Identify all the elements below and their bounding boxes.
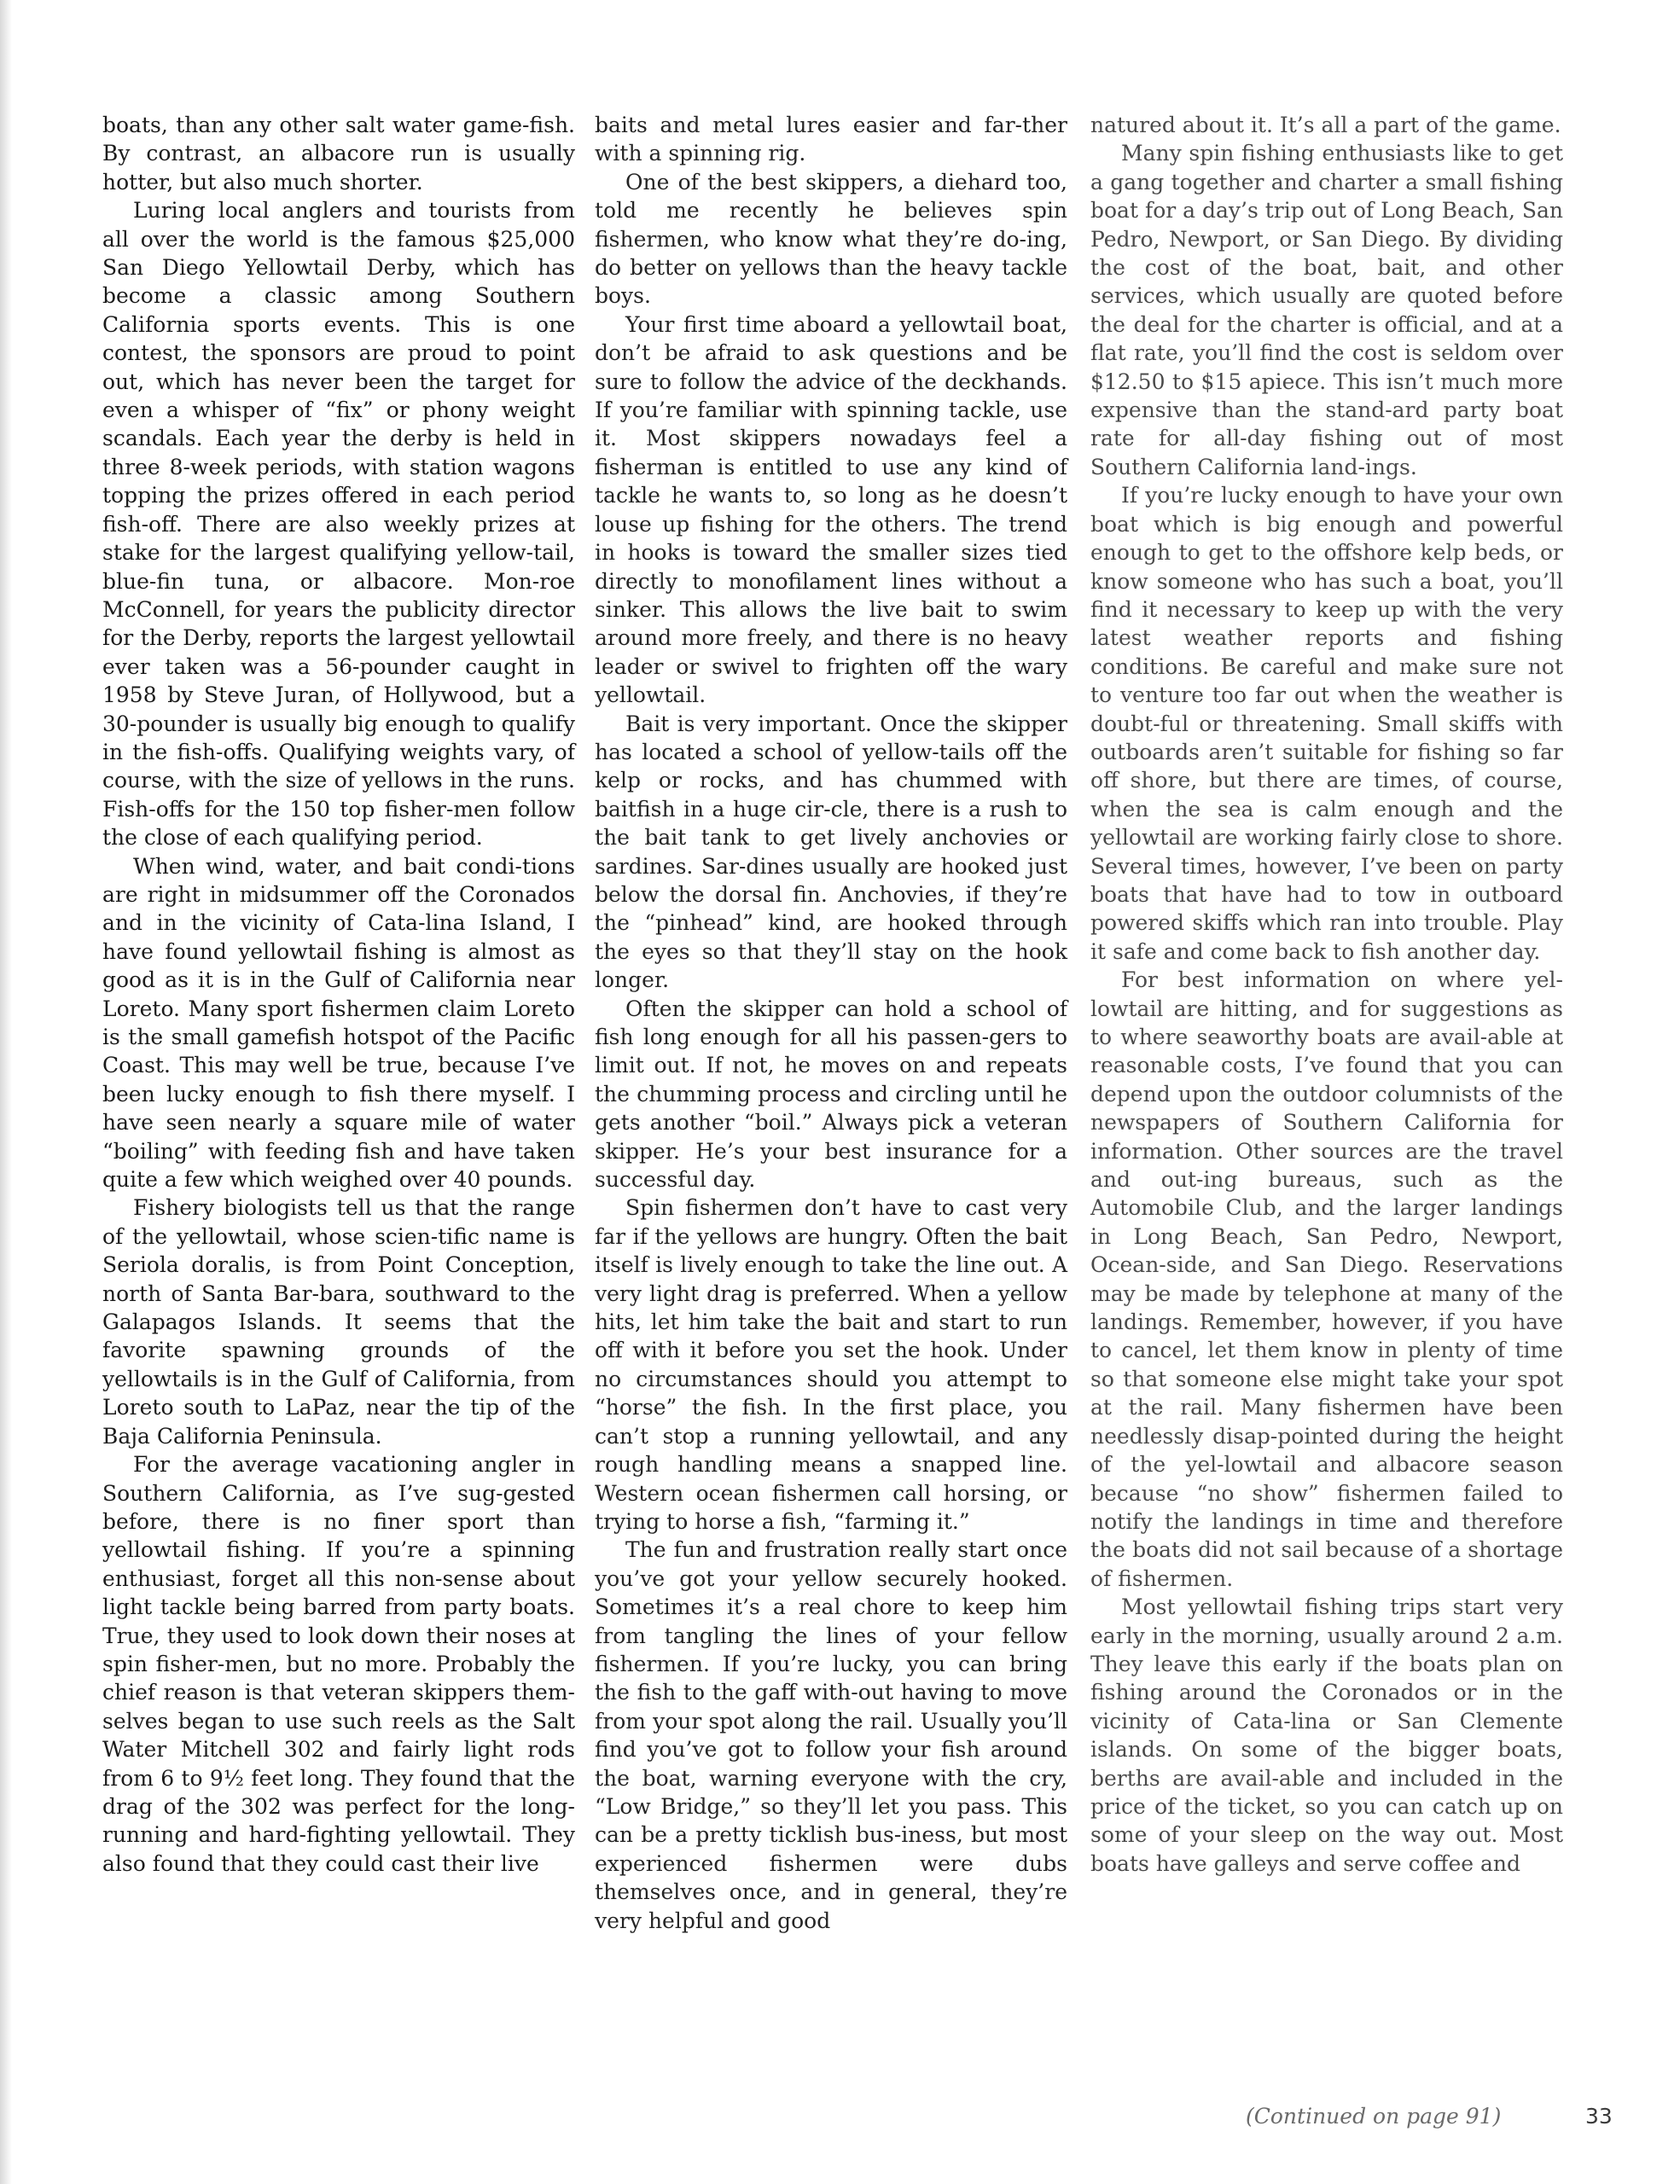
page-number: 33 bbox=[1585, 2104, 1613, 2129]
paragraph: Fishery biologists tell us that the range of the yellowtail, whose scien-tific name is Seriola doralis, is from Point Conception, north of Santa Bar-bara, southward to the Galapagos Islands. It seems that the favorite spawning grounds of the yellowtails is in the Gulf of California, from Loreto south to LaPaz, near the tip of the Baja California Peninsula. bbox=[102, 1195, 575, 1449]
page-edge-shadow bbox=[0, 0, 12, 2184]
paragraph: One of the best skippers, a diehard too, told me recently he believes spin fishermen, who know what they’re do-ing, do better on yellows than the heavy tackle boys. bbox=[595, 169, 1067, 309]
paragraph: For best information on where yel-lowtail are hitting, and for suggestions as to where seaworthy boats are avail-able at reasonable costs, I’ve found that you can depend upon the outdoor columnists of the newspapers of Southern California for information. Other sources are the travel and out-ing bureaus, such as the Automobile Club, and the larger landings in Long Beach, San Pedro, Newport, Ocean-side, and San Diego. Reservations may be made by telephone at many of the landings. Remember, however, if you have to cancel, let them know in plenty of time so that someone else might take your spot at the rail. Many fishermen have been needlessly disap-pointed during the height of the yel-lowtail and albacore season because “no show” fishermen failed to notify the landings in time and therefore the boats did not sail because of a shortage of fishermen. bbox=[1090, 967, 1563, 1591]
continued-note: (Continued on page 91) bbox=[1246, 2104, 1502, 2129]
paragraph: If you’re lucky enough to have your own boat which is big enough and powerful enough to get to the offshore kelp beds, or know someone who has such a boat, you’ll find it necessary to keep up with the very latest weather reports and fishing conditions. Be careful and make sure not to venture too far out when the weather is doubt-ful or threatening. Small skiffs with outboards aren’t suitable for fishing so far off shore, but there are times, of course, when the sea is calm enough and the yellowtail are working fairly close to shore. Several times, however, I’ve been on party boats that have had to tow in outboard powered skiffs which ran into trouble. Play it safe and come back to fish another day. bbox=[1090, 483, 1563, 964]
paragraph: natured about it. It’s all a part of the game. bbox=[1090, 113, 1561, 137]
paragraph: When wind, water, and bait condi-tions are right in midsummer off the Coronados and in the vicinity of Cata-lina Island, I have found yellowtail fishing is almost as good as it is in the Gulf of California near Loreto. Many sport fishermen claim Loreto is the small gamefish hotspot of the Pacific Coast. This may well be true, because I’ve been lucky enough to fish there myself. I have seen nearly a square mile of water “boiling” with feeding fish and have taken quite a few which weighed over 40 pounds. bbox=[102, 853, 575, 1193]
paragraph: boats, than any other salt water game-fish. By contrast, an albacore run is usually hotter, but also much shorter. bbox=[102, 113, 575, 195]
paragraph: Bait is very important. Once the skipper has located a school of yellow-tails off the kelp or rocks, and has chummed with baitfish in a huge cir-cle, there is a rush to the bait tank to get lively anchovies or sardines. Sar-dines usually are hooked just below the dorsal fin. Anchovies, if they’re the “pinhead” kind, are hooked through the eyes so that they’ll stay on the hook longer. bbox=[595, 711, 1067, 993]
text-column-1 bbox=[102, 111, 575, 1878]
paragraph: Luring local anglers and tourists from all over the world is the famous $25,000 San Diego Yellowtail Derby, which has become a classic among Southern California sports events. This is one contest, the sponsors are proud to point out, which has never been the target for even a whisper of “fix” or phony weight scandals. Each year the derby is held in three 8-week periods, with station wagons topping the prizes offered in each period fish-off. There are also weekly prizes at stake for the largest qualifying yellow-tail, blue-fin tuna, or albacore. Mon-roe McConnell, for years the publicity director for the Derby, reports the largest yellowtail ever taken was a 56-pounder caught in 1958 by Steve Juran, of Hollywood, but a 30-pounder is usually big enough to qualify in the fish-offs. Qualifying weights vary, of course, with the size of yellows in the runs. Fish-offs for the 150 top fisher-men follow the close of each qualifying period. bbox=[102, 198, 575, 851]
paragraph: Spin fishermen don’t have to cast very far if the yellows are hungry. Often the bait itself is lively enough to take the line out. A very light drag is preferred. When a yellow hits, let him take the bait and start to run off with it before you set the hook. Under no circumstances should you attempt to “horse” the fish. In the first place, you can’t stop a running yellowtail, and any rough handling means a snapped line. Western ocean fishermen call horsing, or trying to horse a fish, “farming it.” bbox=[595, 1195, 1067, 1534]
paragraph: Most yellowtail fishing trips start very early in the morning, usually around 2 a.m. They leave this early if the boats plan on fishing around the Coronados or in the vicinity of Cata-lina or San Clemente islands. On some of the bigger boats, berths are avail-able and included in the price of the ticket, so you can catch up on some of your sleep on the way out. Most boats have galleys and serve coffee and bbox=[1090, 1594, 1563, 1876]
paragraph: For the average vacationing angler in Southern California, as I’ve sug-gested before, there is no finer sport than yellowtail fishing. If you’re a spinning enthusiast, forget all this non-sense about light tackle being barred from party boats. True, they used to look down their noses at spin fisher-men, but no more. Probably the chief reason is that veteran skippers them-selves began to use such reels as the Salt Water Mitchell 302 and fairly light rods from 6 to 9½ feet long. They found that the drag of the 302 was perfect for the long-running and hard-fighting yellowtail. They also found that they could cast their live bbox=[102, 1452, 575, 1876]
paragraph: Many spin fishing enthusiasts like to get a gang together and charter a small fishing boat for a day’s trip out of Long Beach, San Pedro, Newport, or San Diego. By dividing the cost of the boat, bait, and other services, which usually are quoted before the deal for the charter is official, and at a flat rate, you’ll find the cost is seldom over $12.50 to $15 apiece. This isn’t much more expensive than the stand-ard party boat rate for all-day fishing out of most Southern California land-ings. bbox=[1090, 141, 1564, 479]
text-column-3 bbox=[1090, 111, 1563, 1878]
paragraph: baits and metal lures easier and far-ther with a spinning rig. bbox=[595, 113, 1067, 166]
paragraph: Often the skipper can hold a school of fish long enough for all his passen-gers to limit out. If not, he moves on and repeats the chumming process and circling until he gets another “boil.” Always pick a veteran skipper. He’s your best insurance for a successful day. bbox=[595, 996, 1067, 1193]
paragraph: The fun and frustration really start once you’ve got your yellow securely hooked. Sometimes it’s a real chore to keep him from tangling the lines of your fellow fishermen. If you’re lucky, you can bring the fish to the gaff with-out having to move from your spot along the rail. Usually you’ll find you’ve got to follow your fish around the boat, warning everyone with the cry, “Low Bridge,” so they’ll let you pass. This can be a pretty ticklish bus-iness, but most experienced fishermen were dubs themselves once, and in general, they’re very helpful and good bbox=[595, 1537, 1067, 1933]
paragraph: Your first time aboard a yellowtail boat, don’t be afraid to ask questions and be sure to follow the advice of the deckhands. If you’re familiar with spinning tackle, use it. Most skippers nowadays feel a fisherman is entitled to use any kind of tackle he wants to, so long as he doesn’t louse up fishing for the others. The trend in hooks is toward the smaller sizes tied directly to monofilament lines without a sinker. This allows the live bait to swim around more freely, and there is no heavy leader or swivel to frighten off the wary yellowtail. bbox=[595, 311, 1067, 708]
text-column-2 bbox=[595, 111, 1067, 1935]
